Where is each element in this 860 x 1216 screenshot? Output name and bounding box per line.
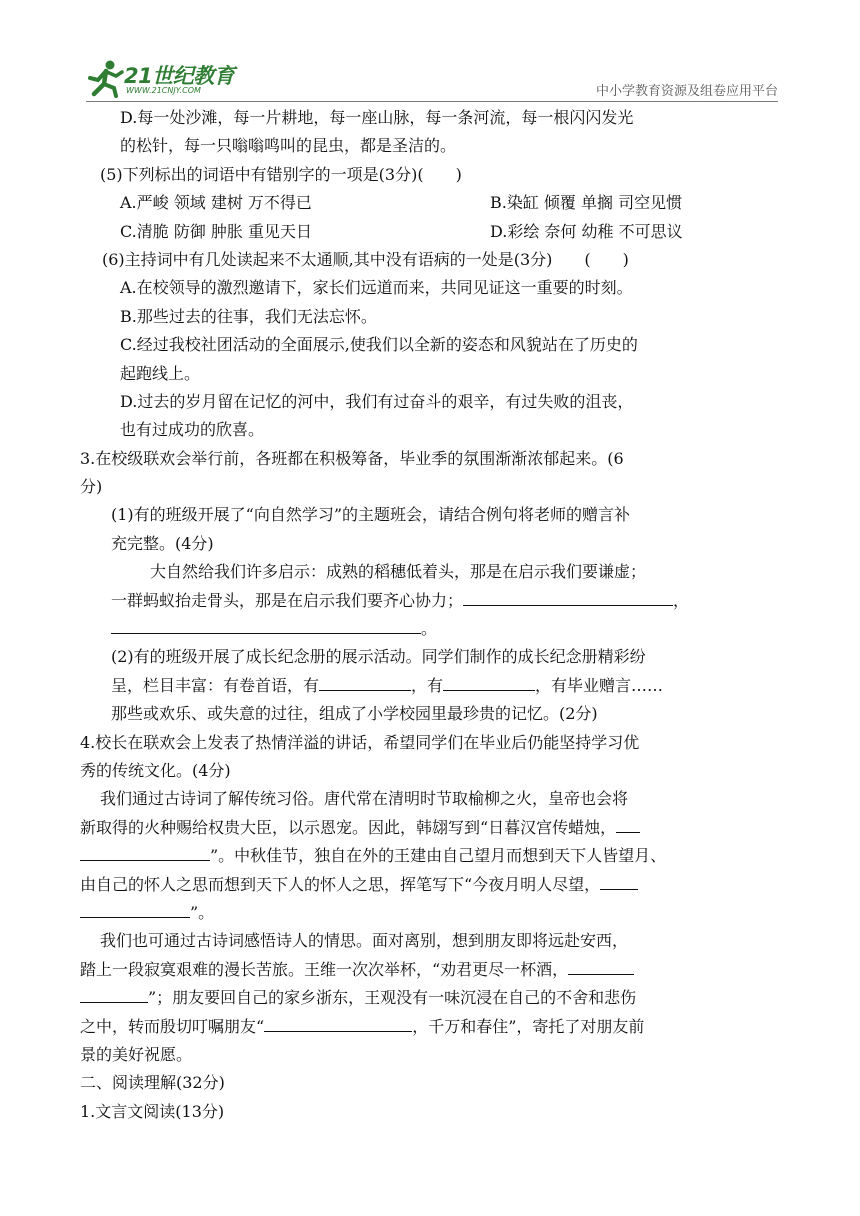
question-4: 4.校长在联欢会上发表了热情洋溢的讲话，希望同学们在毕业后仍能坚持学习优	[80, 732, 640, 752]
fill-line	[80, 984, 780, 1012]
section-2-heading: 二、阅读理解(32分)	[80, 1073, 225, 1093]
question-6: (6)主持词中有几处读起来不太通顺,其中没有语病的一处是(3分) ( )	[102, 249, 629, 269]
exam-content	[80, 104, 780, 1126]
answer-blank[interactable]	[600, 871, 638, 890]
question-3-2: (2)有的班级开展了成长纪念册的展示活动。同学们制作的成长纪念册精彩纷	[111, 647, 646, 667]
platform-slogan: 中小学教育资源及组卷应用平台	[595, 84, 778, 99]
answer-blank[interactable]	[80, 899, 190, 918]
text-line: 分)	[80, 477, 103, 497]
text-line: 的松针，每一只嗡嗡鸣叫的昆虫，都是圣洁的。	[120, 136, 457, 156]
running-man-icon	[86, 58, 126, 98]
subsection-heading: 1.文言文阅读(13分)	[80, 1101, 225, 1121]
answer-blank[interactable]	[80, 842, 210, 861]
answer-blank[interactable]	[264, 1013, 412, 1032]
answer-blank[interactable]	[568, 956, 634, 975]
text-segment: 踏上一段寂寞艰难的漫长苦旅。王维一次次举杯，“劝君更尽一杯酒，	[80, 959, 569, 979]
answer-blank[interactable]	[443, 672, 535, 691]
option-d: D.彩绘 奈何 幼稚 不可思议	[490, 221, 683, 241]
text-segment: 呈，栏目丰富：有卷首语，有	[111, 675, 320, 695]
option-d: D.过去的岁月留在记忆的河中，我们有过奋斗的艰辛，有过失败的沮丧，	[120, 391, 634, 411]
text-segment: ，	[673, 590, 690, 610]
answer-blank[interactable]	[80, 984, 148, 1003]
text-line: 那些或欢乐、或失意的过往，组成了小学校园里最珍贵的记忆。(2分)	[111, 704, 598, 724]
text-segment: 由自己的怀人之思而想到天下人的怀人之思，挥笔写下“今夜月明人尽望，	[80, 874, 601, 894]
text-segment: ”。	[190, 902, 215, 922]
text-segment: ”；朋友要回自己的家乡浙东，王观没有一味沉浸在自己的不舍和悲伤	[148, 988, 637, 1008]
fill-line	[80, 814, 780, 842]
fill-line	[80, 899, 780, 927]
text-segment: 之中，转而殷切叮嘱朋友“	[80, 1016, 265, 1036]
text-line: 我们通过古诗词了解传统习俗。唐代常在清明时节取榆柳之火，皇帝也会将	[100, 789, 629, 809]
text-line: 我们也可通过古诗词感悟诗人的情思。面对离别，想到朋友即将远赴安西，	[100, 931, 629, 951]
logo-url: WWW.21CNJY.COM	[126, 86, 201, 95]
option-c: C.经过我校社团活动的全面展示,使我们以全新的姿态和风貌站在了历史的	[120, 335, 638, 355]
option-b: B.那些过去的往事，我们无法忘怀。	[120, 306, 377, 326]
options-row	[80, 189, 780, 217]
header-divider	[86, 101, 778, 102]
text-segment: ”。中秋佳节，独自在外的王建由自己望月而想到天下人皆望月、	[210, 846, 667, 866]
logo-title: 21世纪教育	[124, 64, 235, 88]
text-line: D.每一处沙滩，每一片耕地，每一座山脉，每一条河流，每一根闪闪发光	[120, 108, 634, 127]
answer-blank[interactable]	[111, 615, 421, 634]
question-3-1: (1)有的班级开展了“向自然学习”的主题班会，请结合例句将老师的赠言补	[111, 505, 631, 525]
option-a: A.严峻 领域 建树 万不得已	[120, 193, 312, 213]
text-line: 大自然给我们许多启示：成熟的稻穗低着头，那是在启示我们要谦虚；	[150, 562, 647, 582]
fill-line	[80, 1013, 780, 1041]
page-header	[0, 0, 860, 104]
text-segment: 一群蚂蚁抬走骨头，那是在启示我们要齐心协力；	[111, 590, 464, 610]
fill-line	[80, 672, 780, 700]
text-line: 景的美好祝愿。	[80, 1044, 193, 1064]
answer-blank[interactable]	[463, 587, 673, 606]
question-5: (5)下列标出的词语中有错别字的一项是(3分)( )	[100, 164, 462, 184]
fill-line	[80, 615, 780, 643]
options-row	[80, 218, 780, 246]
option-c: C.清脆 防御 肿胀 重见天日	[120, 221, 313, 241]
option-b: B.染缸 倾覆 单搁 司空见惯	[490, 193, 683, 213]
logo	[86, 58, 286, 102]
fill-line	[80, 956, 780, 984]
text-line: 起跑线上。	[120, 363, 201, 383]
answer-blank[interactable]	[616, 814, 640, 833]
text-line: 充完整。(4分)	[111, 533, 214, 553]
text-segment: ，有	[411, 675, 444, 695]
text-segment: 新取得的火种赐给权贵大臣，以示恩宠。因此，韩翃写到“日暮汉宫传蜡烛，	[80, 817, 617, 837]
text-line: 秀的传统文化。(4分)	[80, 760, 231, 780]
fill-line	[80, 842, 780, 870]
text-segment: ，有毕业赠言……	[535, 675, 664, 695]
fill-line	[80, 587, 780, 615]
fill-line	[80, 871, 780, 899]
option-a: A.在校领导的激烈邀请下，家长们远道而来，共同见证这一重要的时刻。	[120, 278, 633, 298]
text-segment: 。	[421, 619, 438, 639]
text-segment: ，千万和春住”，寄托了对朋友前	[412, 1016, 645, 1036]
text-line: 也有过成功的欣喜。	[120, 420, 265, 440]
answer-blank[interactable]	[319, 672, 411, 691]
question-3: 3.在校级联欢会举行前，各班都在积极筹备，毕业季的氛围渐渐浓郁起来。(6	[80, 448, 624, 468]
